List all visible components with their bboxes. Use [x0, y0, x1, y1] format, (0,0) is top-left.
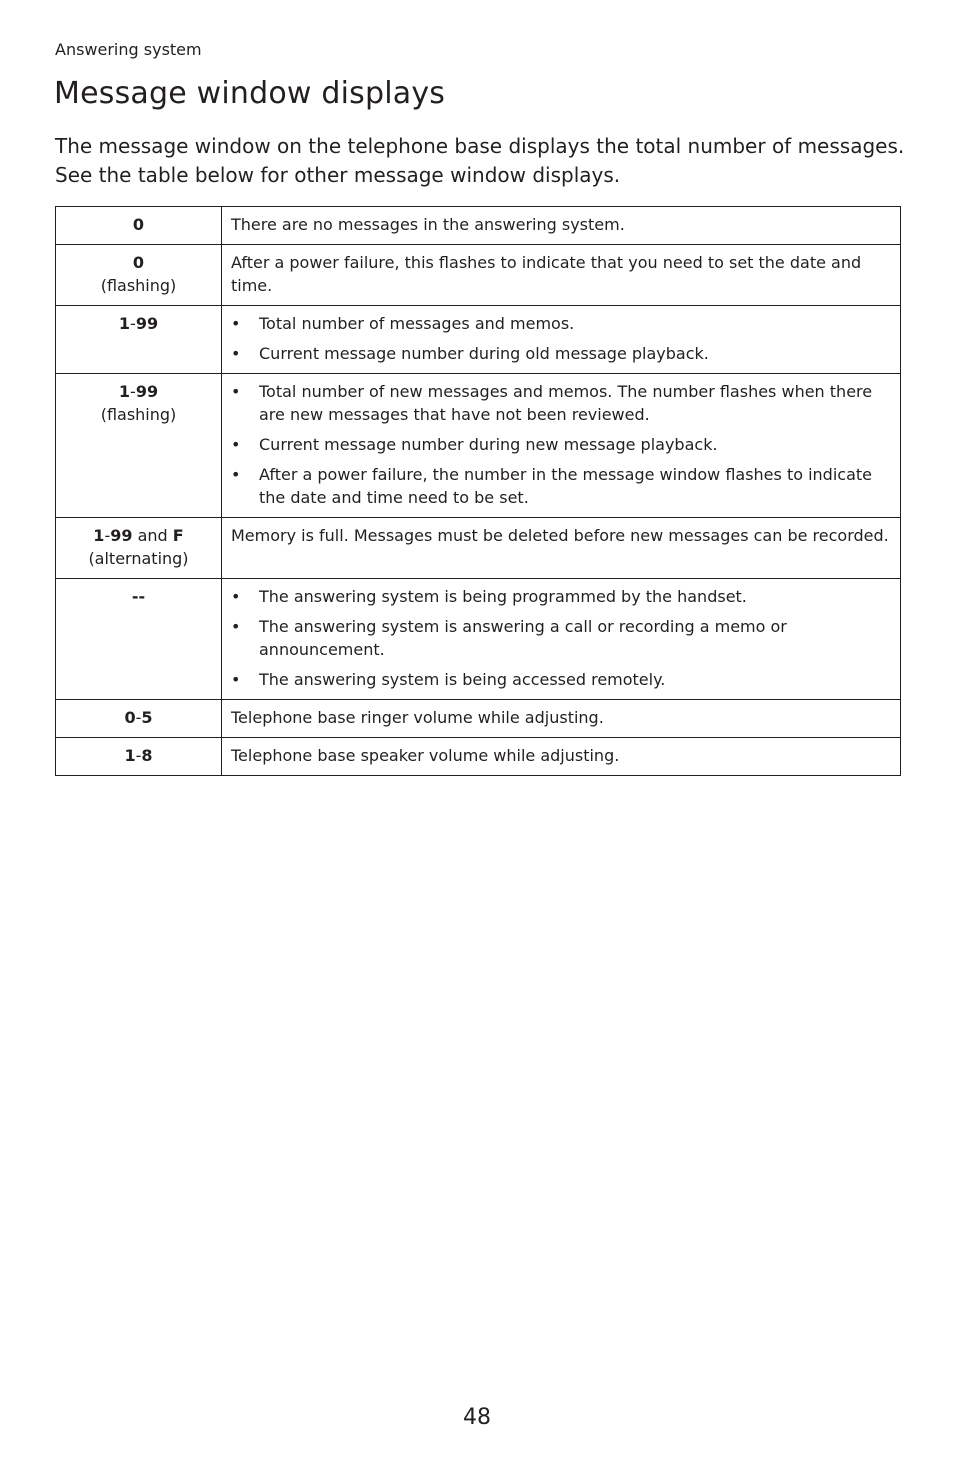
description-list — [231, 585, 892, 691]
display-code-cell — [56, 207, 222, 245]
description-cell — [222, 579, 901, 700]
list-item-text: The answering system is being programmed by the handset. — [259, 587, 747, 606]
bullet-icon: • — [231, 465, 241, 484]
description-cell — [222, 207, 901, 245]
page-title: Message window displays — [54, 76, 446, 111]
display-code-cell — [56, 518, 222, 579]
list-item-text: The answering system is being accessed remotely. — [259, 670, 666, 689]
list-item-text: Current message number during new message playback. — [259, 435, 718, 454]
table-row — [56, 245, 901, 306]
display-code-start: 1 — [124, 746, 136, 765]
bullet-icon: • — [231, 587, 241, 606]
description-list — [231, 312, 892, 365]
description-text: Telephone base speaker volume while adjusting. — [231, 746, 620, 765]
bullet-icon: • — [231, 382, 241, 401]
list-item — [231, 463, 892, 509]
display-code-end: 8 — [141, 746, 153, 765]
table-row — [56, 518, 901, 579]
display-code-start: 1 — [118, 382, 131, 401]
bullet-icon: • — [231, 344, 241, 363]
display-code-cell — [56, 306, 222, 374]
display-code-end: 5 — [141, 708, 153, 727]
display-code-separator: - — [104, 526, 111, 545]
description-cell — [222, 518, 901, 579]
list-item-text: Total number of messages and memos. — [259, 314, 575, 333]
description-cell — [222, 738, 901, 776]
display-code-end: 99 — [135, 314, 159, 333]
list-item-text: The answering system is answering a call or recording a memo or announcement. — [259, 617, 787, 659]
description-text: After a power failure, this flashes to indicate that you need to set the date and time. — [231, 253, 862, 295]
description-list — [231, 380, 892, 509]
table-row — [56, 700, 901, 738]
display-code-start: 1 — [93, 526, 105, 545]
page-number: 48 — [463, 1405, 491, 1430]
list-item — [231, 615, 892, 661]
display-code-conjunction: and — [132, 526, 173, 545]
display-code-cell — [56, 579, 222, 700]
list-item-text: After a power failure, the number in the message window flashes to indicate the date and time need to be set. — [259, 465, 872, 507]
display-code-cell — [56, 374, 222, 518]
bullet-icon: • — [231, 670, 241, 689]
display-code-cell — [56, 700, 222, 738]
table-row — [56, 306, 901, 374]
section-label: Answering system — [55, 40, 202, 59]
list-item — [231, 668, 892, 691]
display-code-end: 99 — [110, 526, 133, 545]
display-code-cell — [56, 245, 222, 306]
description-cell — [222, 245, 901, 306]
display-code-note: (flashing) — [100, 276, 177, 295]
list-item-text: Total number of new messages and memos. The number flashes when there are new messages that have not been reviewed. — [259, 382, 873, 424]
display-code-cell — [56, 738, 222, 776]
intro-paragraph: The message window on the telephone base displays the total number of messages. See the table below for other message window displays. — [55, 134, 905, 187]
display-code: 0 — [132, 215, 145, 234]
list-item — [231, 585, 892, 608]
description-text: Telephone base ringer volume while adjusting. — [231, 708, 604, 727]
bullet-icon: • — [231, 617, 241, 636]
display-code-separator: - — [130, 314, 136, 333]
display-code-separator: - — [135, 708, 142, 727]
table-row — [56, 374, 901, 518]
bullet-icon: • — [231, 435, 241, 454]
display-code-note: (alternating) — [88, 549, 189, 568]
display-code-start: 0 — [124, 708, 136, 727]
display-code-separator: - — [135, 746, 142, 765]
description-text: Memory is full. Messages must be deleted before new messages can be recorded. — [231, 526, 889, 545]
description-cell — [222, 700, 901, 738]
table-row — [56, 207, 901, 245]
display-code-note: (flashing) — [100, 405, 177, 424]
bullet-icon: • — [231, 314, 241, 333]
description-text: There are no messages in the answering system. — [231, 215, 625, 234]
display-code: -- — [131, 587, 146, 606]
display-code-alt: F — [172, 526, 184, 545]
list-item — [231, 433, 892, 456]
description-cell — [222, 306, 901, 374]
table-row — [56, 738, 901, 776]
list-item — [231, 342, 892, 365]
display-code-start: 1 — [118, 314, 131, 333]
list-item — [231, 380, 892, 426]
list-item — [231, 312, 892, 335]
table-row — [56, 579, 901, 700]
message-display-table — [55, 206, 901, 776]
display-code: 0 — [132, 253, 145, 272]
display-code-separator: - — [130, 382, 136, 401]
display-code-end: 99 — [135, 382, 159, 401]
description-cell — [222, 374, 901, 518]
list-item-text: Current message number during old message playback. — [259, 344, 709, 363]
